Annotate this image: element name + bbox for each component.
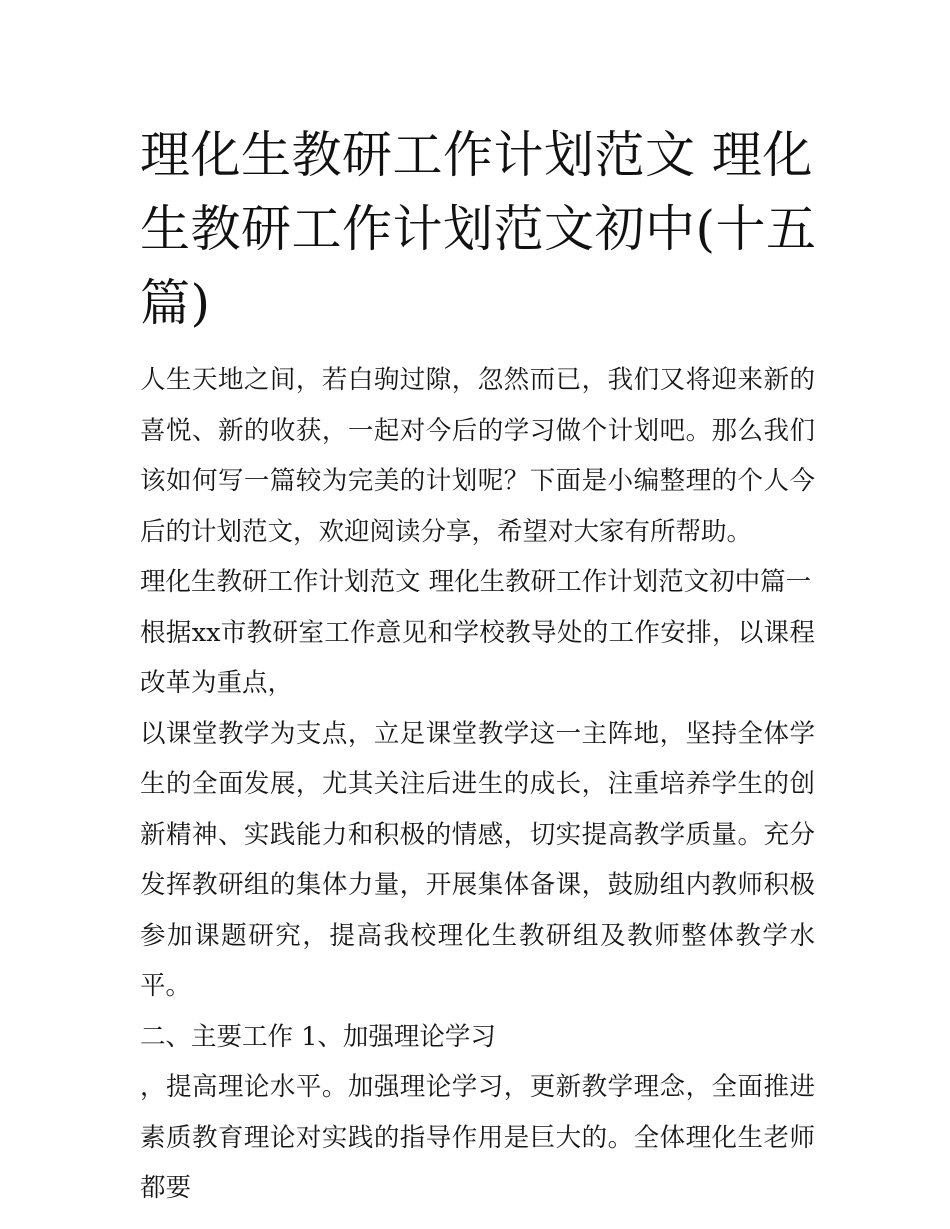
document-title: 理化生教研工作计划范文 理化生教研工作计划范文初中(十五篇) bbox=[140, 126, 817, 332]
section-heading: 理化生教研工作计划范文 理化生教研工作计划范文初中篇一 bbox=[140, 567, 812, 597]
document-body bbox=[140, 355, 815, 1214]
body-paragraph: 以课堂教学为支点，立足课堂教学这一主阵地，坚持全体学生的全面发展，尤其关注后进生的成长，注重培养学生的创新精神、实践能力和积极的情感，切实提高教学质量。充分发挥教研组的集体力量，开展集体备课，鼓励组内教师积极参加课题研究，提高我校理化生教研组及教师整体教学水平。 bbox=[140, 718, 815, 1001]
body-paragraph: 根据xx市教研室工作意见和学校教导处的工作安排，以课程改革为重点， bbox=[140, 617, 815, 698]
intro-paragraph: 人生天地之间，若白驹过隙，忽然而已，我们又将迎来新的喜悦、新的收获，一起对今后的学习做个计划吧。那么我们该如何写一篇较为完美的计划呢？下面是小编整理的个人今后的计划范文，欢迎阅读分享，希望对大家有所帮助。 bbox=[140, 365, 815, 547]
body-paragraph: ，提高理论水平。加强理论学习，更新教学理念，全面推进素质教育理论对实践的指导作用是巨大的。全体理化生老师都要 bbox=[140, 1072, 815, 1203]
main-work-heading: 二、主要工作 1、加强理论学习 bbox=[140, 1021, 496, 1052]
